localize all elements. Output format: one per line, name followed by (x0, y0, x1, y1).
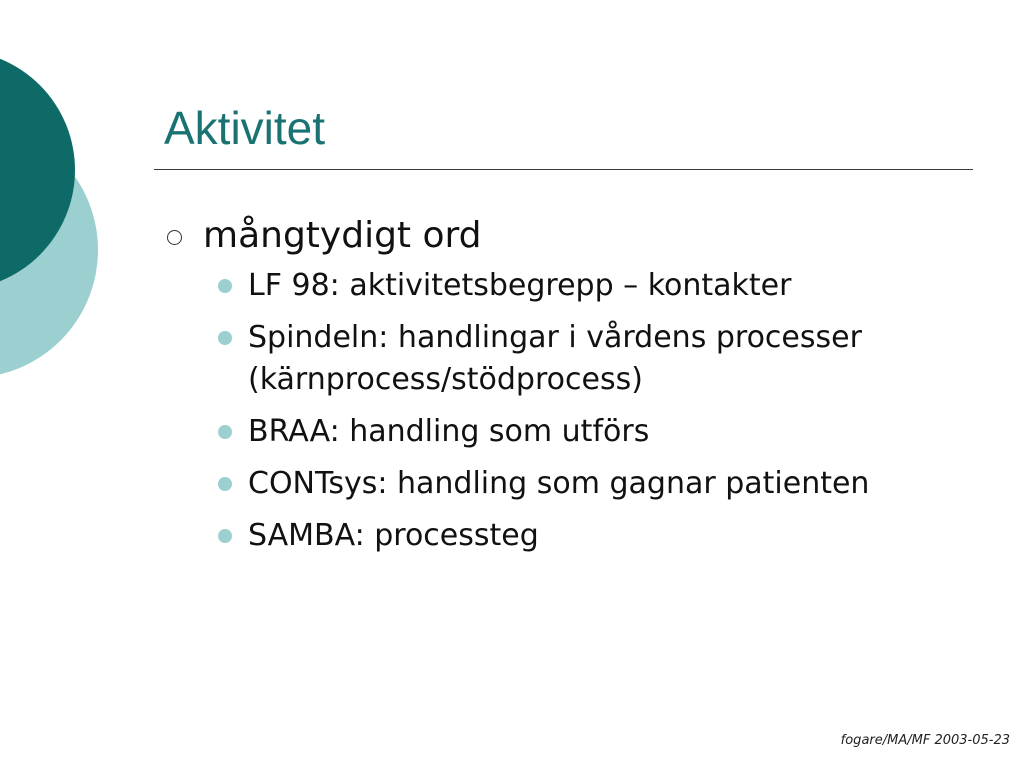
sub-bullet-list (160, 265, 960, 557)
list-item (160, 411, 960, 453)
hollow-circle-bullet-icon (167, 230, 182, 245)
title-divider (154, 169, 973, 170)
list-item-text: SAMBA: processteg (248, 518, 539, 553)
list-item-text: BRAA: handling som utförs (248, 414, 650, 449)
list-item-text: LF 98: aktivitetsbegrepp – kontakter (248, 268, 792, 303)
bullet-dot-icon (218, 529, 232, 543)
list-item-text: CONTsys: handling som gagnar patienten (248, 466, 870, 501)
list-item-text: Spindeln: handlingar i vårdens processer (kärnprocess/stödprocess) (248, 320, 862, 397)
bullet-dot-icon (218, 477, 232, 491)
level1-bullet (160, 210, 960, 262)
bullet-dot-icon (218, 425, 232, 439)
slide-content (160, 210, 960, 567)
list-item (160, 463, 960, 505)
level1-bullet-text: mångtydigt ord (203, 215, 482, 256)
footer-text: fogare/MA/MF 2003-05-23 (840, 733, 1010, 748)
slide-title: Aktivitet (164, 102, 326, 154)
list-item (160, 317, 960, 401)
decorative-circles (0, 0, 110, 420)
bullet-dot-icon (218, 331, 232, 345)
list-item (160, 515, 960, 557)
bullet-dot-icon (218, 279, 232, 293)
list-item (160, 265, 960, 307)
